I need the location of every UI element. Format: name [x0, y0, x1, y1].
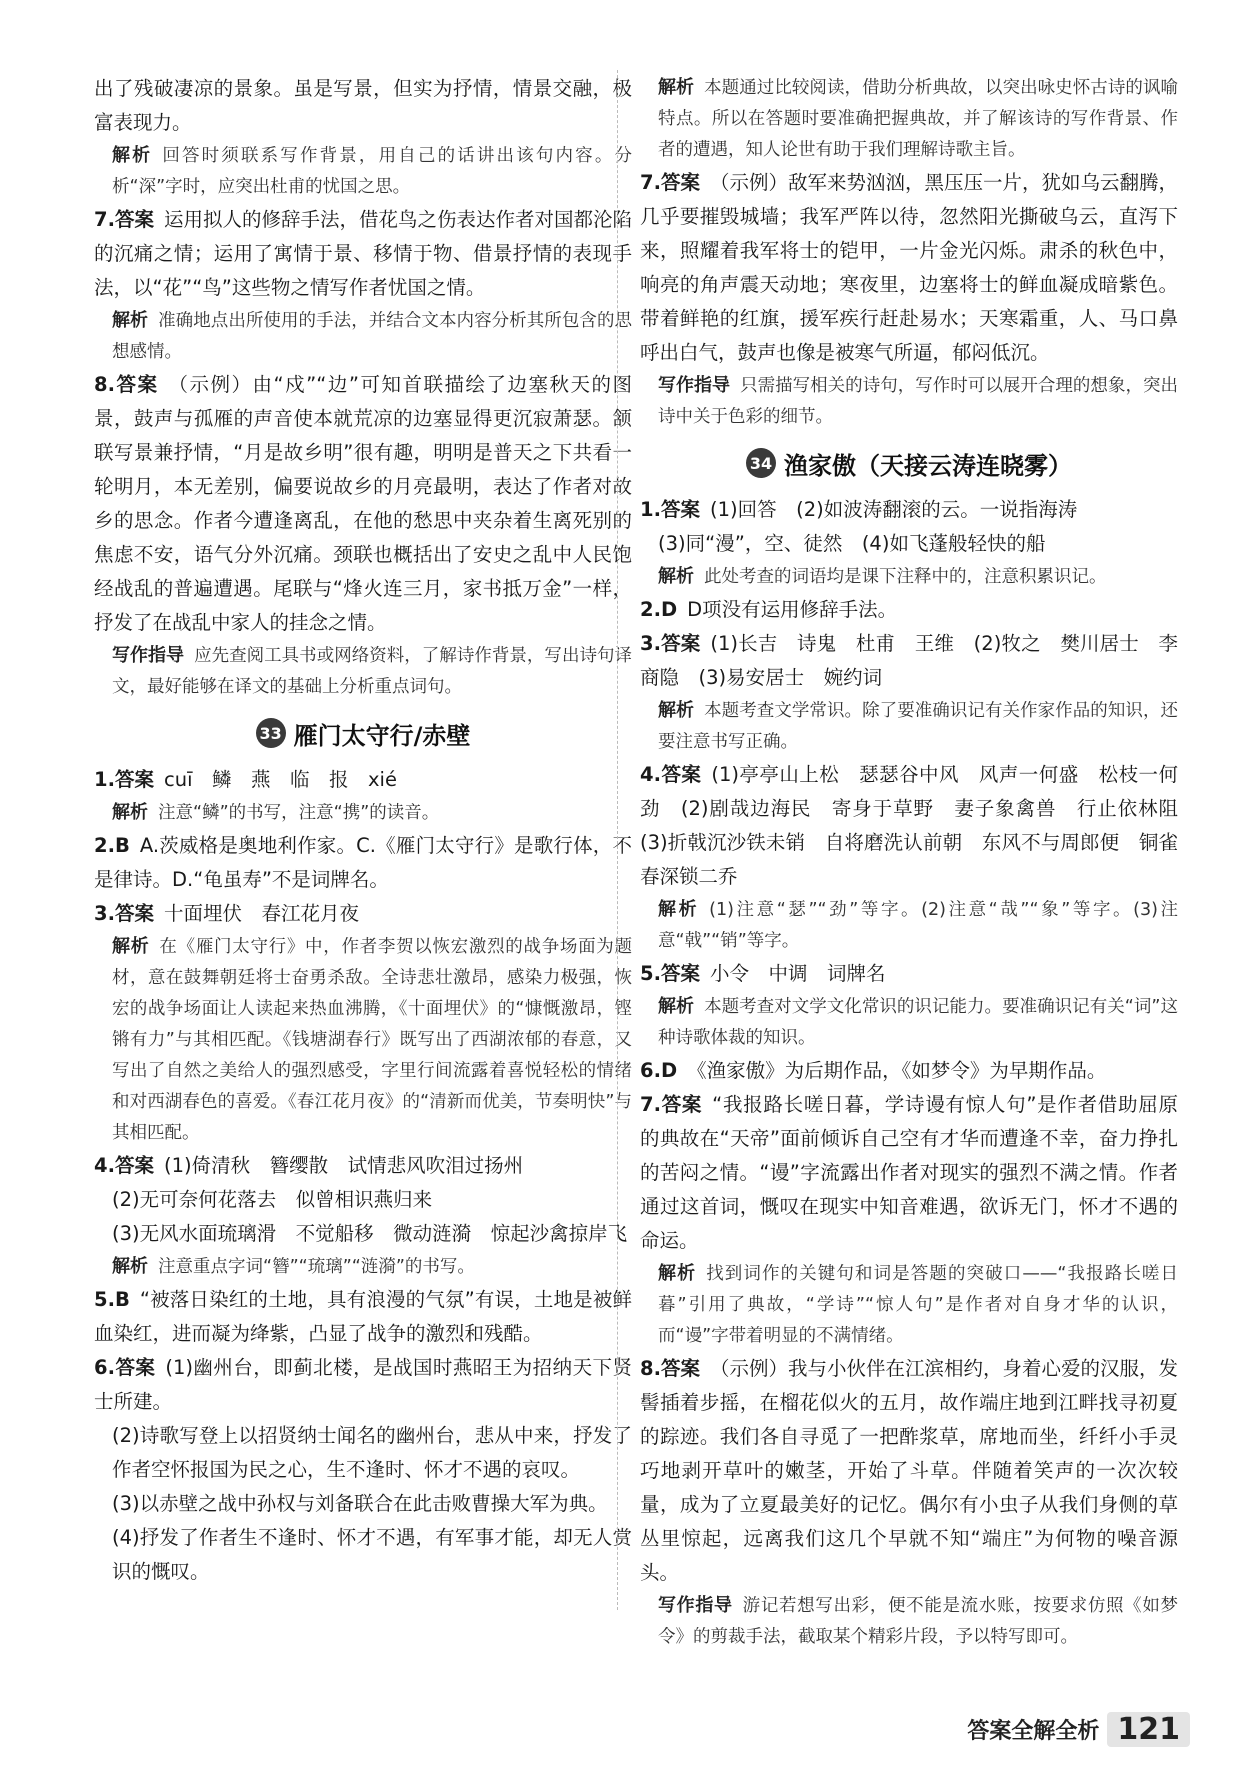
answer-label: 写作指导: [658, 1595, 733, 1616]
answer-text: A.茨威格是奥地利作家。C.《雁门太守行》是歌行体，不是律诗。D.“龟虽寿”不是词牌名。: [94, 834, 632, 891]
analysis-note: [94, 640, 632, 703]
answer-text: 本题考查文学常识。除了要准确识记有关作家作品的知识，还要注意书写正确。: [658, 701, 1179, 752]
answer-label: 解析: [658, 566, 694, 587]
answer-text: 注意“鳞”的书写，注意“携”的读音。: [158, 803, 440, 823]
answer-label: 答案: [114, 373, 159, 396]
answer-label: 答案: [114, 1356, 156, 1379]
answer-label: 解析: [112, 802, 148, 823]
answer-item: [94, 1521, 632, 1589]
analysis-note: [94, 797, 632, 829]
question-number: 6.: [94, 1356, 115, 1379]
answer-item: [640, 627, 1178, 695]
answer-text: (3)以赤壁之战中孙权与刘备联合在此击败曹操大军为典。: [112, 1492, 608, 1515]
answer-text: 准确地点出所使用的手法，并结合文本内容分析其所包含的思想感情。: [112, 311, 633, 362]
section-number-badge: 34: [746, 448, 776, 478]
question-number: 1.: [640, 498, 661, 521]
answer-text: （示例）由“戍”“边”可知首联描绘了边塞秋天的图景，鼓声与孤雁的声音使本就荒凉的边塞显得更沉寂萧瑟。颔联写景兼抒情，“月是故乡明”很有趣，明明是普天之下共看一轮明月，本无差别，偏要说故乡的月亮最明，表达了作者对故乡的思念。作者今遭逢离乱，在他的愁思中夹杂着生离死别的焦虑不安，语气分外沉痛。颈联也概括出了安史之乱中人民饱经战乱的普遍遭遇。尾联与“烽火连三月，家书抵万金”一样，抒发了在战乱中家人的挂念之情。: [94, 373, 632, 634]
answer-text: 注意重点字词“簪”“琉璃”“涟漪”的书写。: [158, 1257, 475, 1277]
answer-label: 解析: [658, 899, 700, 920]
answer-item: [640, 527, 1178, 561]
answer-text: (1)注意“瑟”“劲”等字。(2)注意“哉”“象”等字。(3)注意“戟”“销”等字。: [658, 900, 1178, 951]
answer-item: [94, 1217, 632, 1251]
question-number: 2.: [94, 834, 115, 857]
answer-text: “我报路长嗟日暮，学诗谩有惊人句”是作者借助屈原的典故在“天帝”面前倾诉自己空有才华而遭逢不幸，奋力挣扎的苦闷之情。“谩”字流露出作者对现实的强烈不满之情。作者通过这首词，慨叹在现实中知音难遇，欲诉无门，怀才不遇的命运。: [640, 1093, 1178, 1252]
answer-label: 解析: [658, 1263, 697, 1284]
answer-label: 答案: [114, 902, 154, 925]
footer-label: 答案全解全析: [967, 1719, 1100, 1744]
page-number: 121: [1107, 1712, 1190, 1747]
answer-text: (1)长吉 诗鬼 杜甫 王维 (2)牧之 樊川居士 李商隐 (3)易安居士 婉约词: [640, 632, 1178, 689]
question-number: 5.: [640, 962, 661, 985]
answer-item: [640, 1352, 1178, 1590]
answer-label: D: [660, 1059, 678, 1082]
answer-item: [94, 1487, 632, 1521]
analysis-note: [640, 1590, 1178, 1653]
page-footer: [967, 1712, 1190, 1747]
answer-item: [94, 829, 632, 897]
analysis-note: [640, 894, 1178, 957]
answer-label: 答案: [114, 208, 154, 231]
question-number: 4.: [640, 763, 661, 786]
answer-label: 解析: [658, 700, 695, 721]
answer-item: [94, 72, 632, 140]
answer-item: [640, 758, 1198, 894]
answer-text: (1)亭亭山上松 瑟瑟谷中风 风声一何盛 松枝一何劲 (2)剧哉边海民 寄身于草野 妻子象禽兽 行止依林阻 (3)折戟沉沙铁未销 自将磨洗认前朝 东风不与周郎便 铜雀春深锁二乔: [640, 763, 1198, 888]
section-heading: [640, 441, 1178, 485]
analysis-note: [94, 140, 632, 203]
answer-text: 《渔家傲》为后期作品，《如梦令》为早期作品。: [687, 1059, 1107, 1082]
question-number: 7.: [94, 208, 115, 231]
question-number: 7.: [640, 171, 661, 194]
answer-label: 解析: [112, 145, 153, 166]
answer-text: 十面埋伏 春江花月夜: [164, 902, 360, 925]
answer-text: （示例）敌军来势汹汹，黑压压一片，犹如乌云翻腾，几乎要摧毁城墙；我军严阵以待，忽然阳光撕破乌云，直泻下来，照耀着我军将士的铠甲，一片金光闪烁。肃杀的秋色中，响亮的角声震天动地；寒夜里，边塞将士的鲜血凝成暗紫色。带着鲜艳的红旗，援军疾行赶赴易水；天寒霜重，人、马口鼻呼出白气，鼓声也像是被寒气所逼，郁闷低沉。: [640, 171, 1179, 364]
answer-label: 答案: [660, 498, 700, 521]
answer-text: 小令 中调 词牌名: [710, 962, 886, 985]
answer-label: 答案: [660, 1357, 700, 1380]
answer-label: B: [114, 1288, 130, 1311]
analysis-note: [94, 1251, 632, 1283]
answer-text: (1)倚清秋 簪缨散 试情悲风吹泪过扬州: [164, 1154, 524, 1177]
answer-item: [94, 368, 632, 640]
column-divider: [617, 70, 618, 1610]
answer-label: 解析: [658, 996, 695, 1017]
answer-text: 本题考查对文学文化常识的识记能力。要准确识记有关“词”这种诗歌体裁的知识。: [658, 997, 1178, 1048]
answer-item: [94, 897, 632, 931]
answer-label: 解析: [112, 936, 150, 957]
answer-label: D: [660, 598, 678, 621]
analysis-note: [640, 991, 1178, 1054]
answer-text: （示例）我与小伙伴在江滨相约，身着心爱的汉服，发髻插着步摇，在榴花似火的五月，故作端庄地到江畔找寻初夏的踪迹。我们各自寻觅了一把酢浆草，席地而坐，纤纤小手灵巧地剥开草叶的嫩茎，开始了斗草。伴随着笑声的一次次较量，成为了立夏最美好的记忆。偶尔有小虫子从我们身侧的草丛里惊起，远离我们这几个早就不知“端庄”为何物的噪音源头。: [640, 1357, 1179, 1584]
analysis-note: [640, 561, 1178, 593]
answer-text: 此处考查的词语均是课下注释中的，注意积累识记。: [704, 567, 1107, 587]
answer-item: [640, 593, 1178, 627]
question-number: 8.: [640, 1357, 661, 1380]
answer-label: 答案: [660, 962, 700, 985]
section-title: 雁门太守行/赤壁: [293, 721, 471, 750]
answer-text: (1)幽州台，即蓟北楼，是战国时燕昭王为招纳天下贤士所建。: [94, 1356, 632, 1413]
question-number: 6.: [640, 1059, 661, 1082]
answer-item: [94, 1149, 632, 1183]
analysis-note: [640, 370, 1178, 433]
left-column: [94, 72, 632, 1589]
answer-label: 解析: [112, 310, 149, 331]
answer-text: 回答时须联系写作背景，用自己的话讲出该句内容。分析“深”字时，应突出杜甫的忧国之思。: [112, 146, 633, 197]
answer-text: 应先查阅工具书或网络资料，了解诗作背景，写出诗句译文，最好能够在译文的基础上分析重点词句。: [112, 646, 633, 697]
analysis-note: [640, 72, 1178, 166]
question-number: 7.: [640, 1093, 661, 1116]
answer-item: [640, 166, 1178, 370]
analysis-note: [640, 695, 1178, 758]
analysis-note: [94, 305, 632, 368]
right-column: [640, 72, 1198, 1653]
answer-text: 本题通过比较阅读，借助分析典故，以突出咏史怀古诗的讽喻特点。所以在答题时要准确把握典故，并了解该诗的写作背景、作者的遭遇，知人论世有助于我们理解诗歌主旨。: [658, 78, 1179, 160]
answer-text: cuī 鳞 燕 临 报 xié: [164, 768, 397, 791]
answer-text: 运用拟人的修辞手法，借花鸟之伤表达作者对国都沦陷的沉痛之情；运用了寓情于景、移情于物、借景抒情的表现手法，以“花”“鸟”这些物之情写作者忧国之情。: [94, 208, 633, 299]
answer-text: “被落日染红的土地，具有浪漫的气氛”有误，土地是被鲜血染红，进而凝为绛紫，凸显了战争的激烈和残酷。: [94, 1288, 632, 1345]
answer-item: [94, 1183, 632, 1217]
answer-label: 解析: [112, 1256, 148, 1277]
answer-label: 写作指导: [112, 645, 185, 666]
answer-label: B: [114, 834, 130, 857]
answer-text: 找到词作的关键句和词是答题的突破口——“我报路长嗟日暮”引用了典故，“学诗”“惊人句”是作者对自身才华的认识，而“谩”字带着明显的不满情绪。: [658, 1264, 1178, 1346]
question-number: 3.: [94, 902, 115, 925]
answer-label: 答案: [660, 171, 700, 194]
analysis-note: [94, 931, 632, 1149]
question-number: 5.: [94, 1288, 115, 1311]
section-heading: [94, 711, 632, 755]
section-title: 渔家傲（天接云涛连晓雾）: [784, 451, 1072, 480]
answer-label: 答案: [114, 1154, 154, 1177]
answer-label: 答案: [114, 768, 154, 791]
answer-item: [94, 203, 632, 305]
answer-item: [640, 957, 1178, 991]
answer-item: [640, 493, 1178, 527]
answer-text: 游记若想写出彩，便不能是流水账，按要求仿照《如梦令》的剪裁手法，截取某个精彩片段，予以特写即可。: [658, 1596, 1179, 1647]
answer-label: 解析: [658, 77, 695, 98]
answer-text: (2)诗歌写登上以招贤纳士闻名的幽州台，悲从中来，抒发了作者空怀报国为民之心，生不逢时、怀才不遇的哀叹。: [112, 1424, 632, 1481]
answer-text: (3)同“漫”，空、徒然 (4)如飞蓬般轻快的船: [658, 532, 1046, 555]
question-number: 4.: [94, 1154, 115, 1177]
answer-item: [640, 1088, 1178, 1258]
answer-text: (1)回答 (2)如波涛翻滚的云。一说指海涛: [710, 498, 1078, 521]
answer-label: 写作指导: [658, 375, 731, 396]
question-number: 3.: [640, 632, 661, 655]
answer-text: (3)无风水面琉璃滑 不觉船移 微动涟漪 惊起沙禽掠岸飞: [112, 1222, 628, 1245]
answer-item: [640, 1054, 1178, 1088]
answer-item: [94, 1419, 632, 1487]
answer-item: [94, 1351, 632, 1419]
answer-label: 答案: [660, 763, 702, 786]
answer-text: 只需描写相关的诗句，写作时可以展开合理的想象，突出诗中关于色彩的细节。: [658, 376, 1179, 427]
question-number: 1.: [94, 768, 115, 791]
answer-text: D项没有运用修辞手法。: [687, 598, 898, 621]
answer-text: (2)无可奈何花落去 似曾相识燕归来: [112, 1188, 433, 1211]
answer-text: 出了残破凄凉的景象。虽是写景，但实为抒情，情景交融，极富表现力。: [94, 77, 632, 134]
question-number: 8.: [94, 373, 115, 396]
answer-item: [94, 763, 632, 797]
answer-label: 答案: [660, 632, 701, 655]
analysis-note: [640, 1258, 1178, 1352]
answer-text: 在《雁门太守行》中，作者李贺以恢宏激烈的战争场面为题材，意在鼓舞朝廷将士奋勇杀敌。全诗悲壮激昂，感染力极强，恢宏的战争场面让人读起来热血沸腾，《十面埋伏》的“慷慨激昂，铿锵有力”与其相匹配。《钱塘湖春行》既写出了西湖浓郁的春意，又写出了自然之美给人的强烈感受，字里行间流露着喜悦轻松的情绪和对西湖春色的喜爱。《春江花月夜》的“清新而优美，节奏明快”与其相匹配。: [112, 937, 633, 1143]
question-number: 2.: [640, 598, 661, 621]
section-number-badge: 33: [256, 718, 286, 748]
answer-label: 答案: [660, 1093, 703, 1116]
answer-text: (4)抒发了作者生不逢时、怀才不遇，有军事才能，却无人赏识的慨叹。: [112, 1526, 632, 1583]
answer-item: [94, 1283, 632, 1351]
